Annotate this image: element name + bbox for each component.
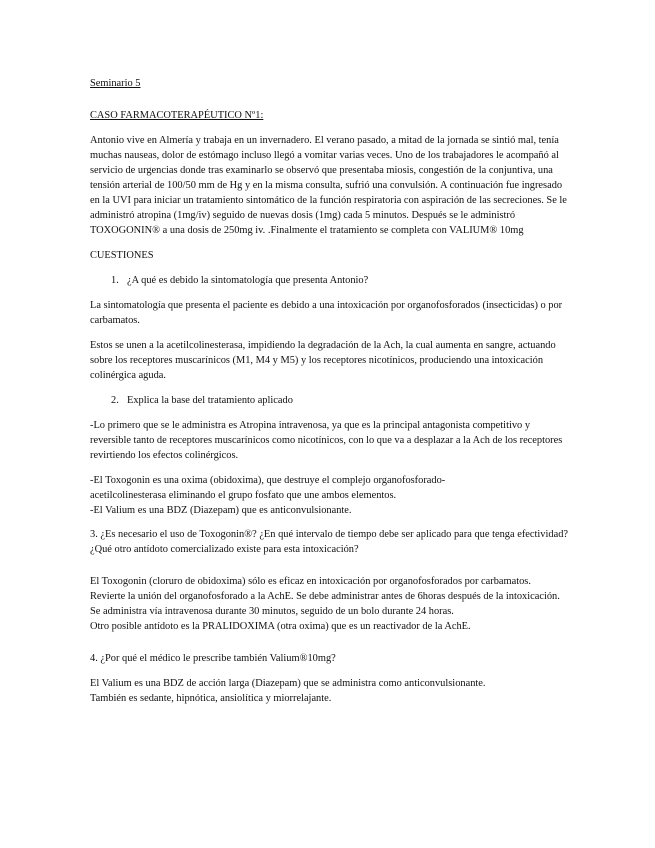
answer-2-paragraph-1: -Lo primero que se le administra es Atropina intravenosa, ya que es la principal antagonista competitivo y reversible tanto de receptores muscarínicos como nicotínicos, con lo que va a desplazar a la Ach de los receptores revirtiendo los efectos colinérgicos. — [90, 420, 563, 461]
questions-heading: CUESTIONES — [90, 250, 154, 261]
question-2 — [90, 393, 568, 408]
answer-1-paragraph-2: Estos se unen a la acetilcolinesterasa, impidiendo la degradación de la Ach, la cual aumenta en sangre, actuando sobre los receptores muscarínicos (M1, M4 y M5) y los receptores nicotínicos, produciendo una intoxicación colinérgica aguda. — [90, 340, 556, 381]
answer-3-line-3: Otro posible antídoto es la PRALIDOXIMA (otra oxima) que es un reactivador de la AchE. — [90, 621, 471, 632]
answer-4-line-2: También es sedante, hipnótica, ansiolítica y miorrelajante. — [90, 693, 332, 704]
answer-1-paragraph-1: La sintomatología que presenta el paciente es debido a una intoxicación por organofosforados (insecticidas) o por carbamatos. — [90, 300, 563, 326]
question-3: 3. ¿Es necesario el uso de Toxogonin®? ¿En qué intervalo de tiempo debe ser aplicado para que tenga efectividad? ¿Qué otro antídoto comercializado existe para esta intoxicación? — [90, 529, 568, 555]
answer-2-line-1: -El Toxogonin es una oxima (obidoxima), que destruye el complejo organofosforado- — [90, 475, 446, 486]
answer-4-line-1: El Valium es una BDZ de acción larga (Diazepam) que se administra como anticonvulsionante. — [90, 678, 486, 689]
seminar-title: Seminario 5 — [90, 78, 141, 89]
question-4: 4. ¿Por qué el médico le prescribe también Valium®10mg? — [90, 653, 336, 664]
question-1-text: ¿A qué es debido la sintomatología que presenta Antonio? — [127, 275, 369, 286]
answer-2-paragraph-2 — [90, 473, 568, 518]
question-1 — [90, 273, 568, 288]
answer-2-line-3: -El Valium es una BDZ (Diazepam) que es anticonvulsionante. — [90, 505, 352, 516]
question-2-number: 2. — [111, 395, 119, 406]
case-title: CASO FARMACOTERAPÉUTICO Nº1: — [90, 110, 264, 121]
question-2-text: Explica la base del tratamiento aplicado — [127, 395, 293, 406]
question-1-number: 1. — [111, 275, 119, 286]
case-description: Antonio vive en Almería y trabaja en un invernadero. El verano pasado, a mitad de la jornada se sintió mal, tenía muchas nauseas, dolor de estómago incluso llegó a vomitar varias veces. Uno de los trabajadores le acompañó al servicio de urgencias donde tras examinarlo se observó que presentaba miosis, congestión de la conjuntiva, una tensión arterial de 100/50 mm de Hg y en la misma consulta, sufrió una convulsión. A continuación fue ingresado en la UVI para iniciar un tratamiento sintomático de la función respiratoria con aspiración de las secreciones. Se le administró atropina (1mg/iv) seguido de nuevas dosis (1mg) cada 5 minutos. Después se le administró TOXOGONIN® a una dosis de 250mg iv. .Finalmente el tratamiento se completa con VALIUM® 10mg — [90, 135, 567, 236]
answer-3-line-2: Revierte la unión del organofosforado a la AchE. Se debe administrar antes de 6horas después de la intoxicación. Se administra vía intravenosa durante 30 minutos, seguido de un bolo durante 24 horas. — [90, 591, 560, 617]
answer-2-line-2: acetilcolinesterasa eliminando el grupo fosfato que une ambos elementos. — [90, 490, 397, 501]
answer-3-line-1: El Toxogonin (cloruro de obidoxima) sólo es eficaz en intoxicación por organofosforados por carbamatos. — [90, 576, 531, 587]
document-page — [90, 76, 568, 706]
